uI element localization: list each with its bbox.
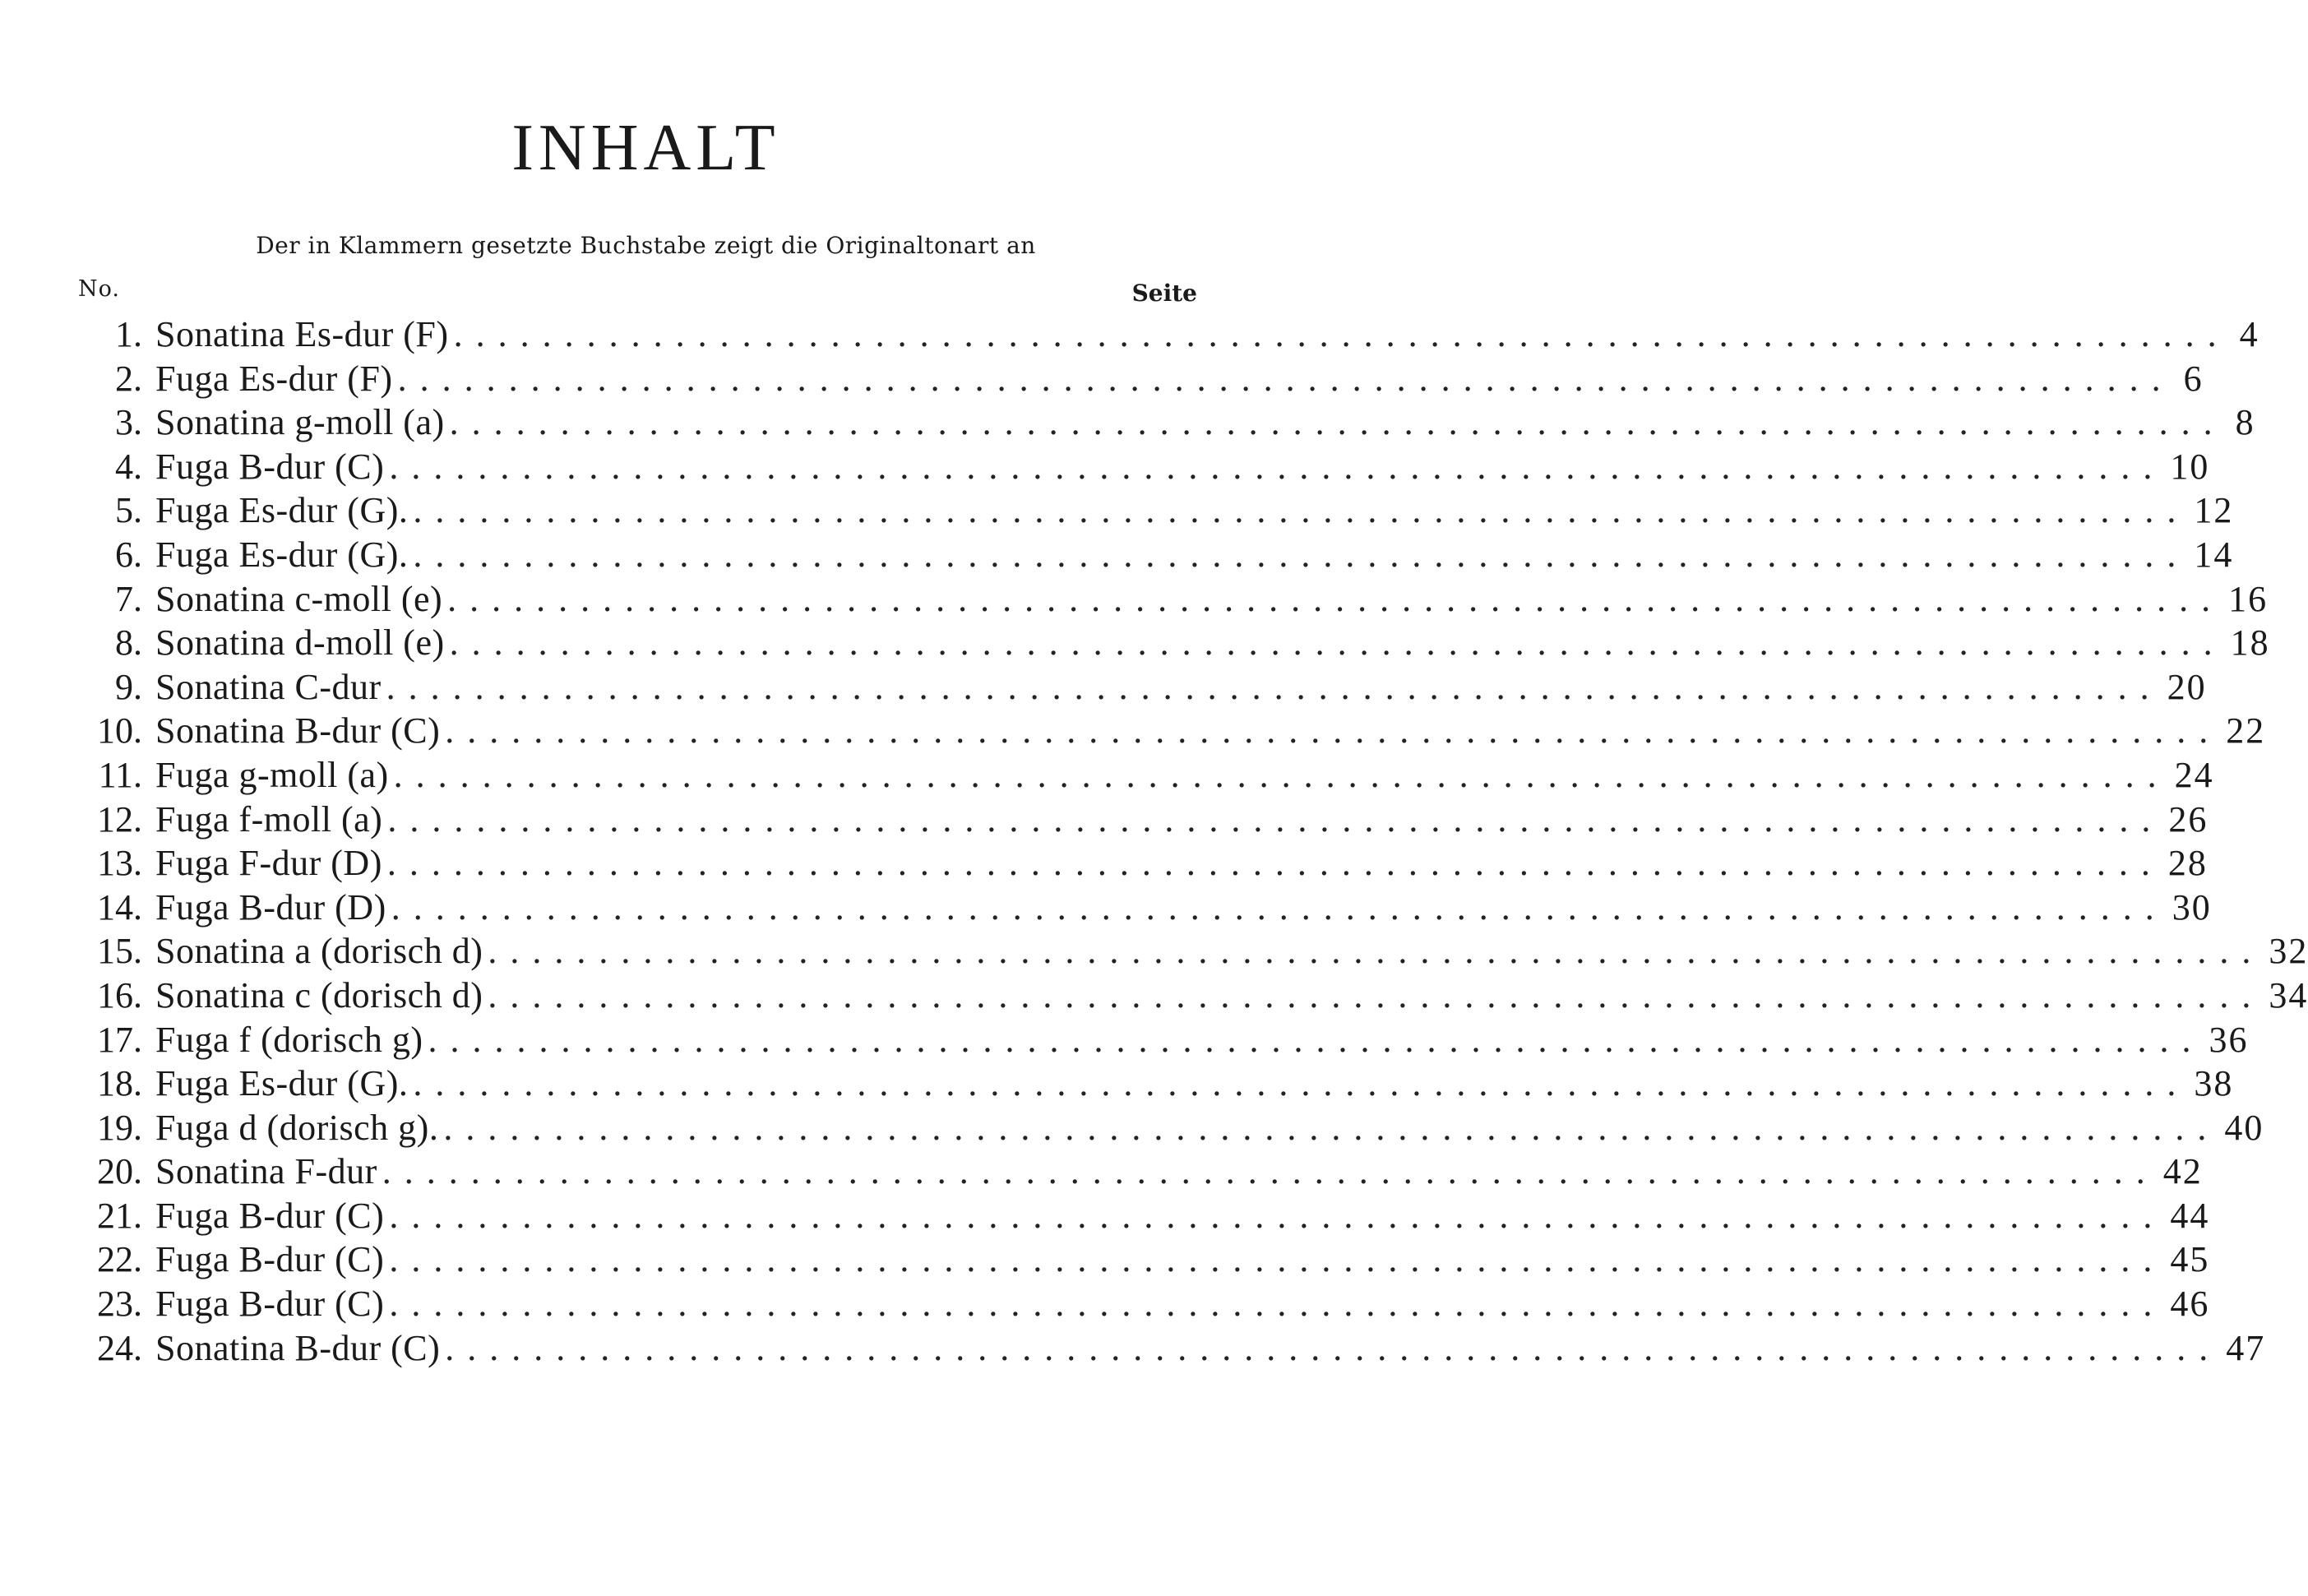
column-header-number: No. xyxy=(78,276,120,302)
toc-entry xyxy=(78,929,2308,974)
toc-entry xyxy=(78,312,2259,357)
dot-leader: ................................................................................ xyxy=(386,843,2163,884)
entry-title: Fuga d (dorisch g). xyxy=(155,1107,439,1148)
entry-title: Sonatina C-dur xyxy=(155,666,382,707)
entry-page-number: 34 xyxy=(2269,974,2308,1015)
toc-entry xyxy=(78,400,2255,445)
entry-title: Fuga Es-dur (G). xyxy=(155,490,409,531)
entry-page-number: 12 xyxy=(2194,490,2234,531)
table-of-contents xyxy=(78,312,2308,1370)
toc-entry xyxy=(78,357,2204,401)
dot-leader: ................................................................................ xyxy=(443,1107,2220,1148)
dot-leader: ................................................................................ xyxy=(393,754,2170,795)
dot-leader: ................................................................................ xyxy=(447,578,2224,619)
entry-page-number: 14 xyxy=(2194,534,2234,575)
entry-page-number: 40 xyxy=(2224,1107,2264,1148)
entry-number: 7. xyxy=(115,578,142,619)
entry-title: Fuga Es-dur (G). xyxy=(155,1063,409,1104)
toc-entry xyxy=(78,621,2270,665)
toc-entry xyxy=(78,1106,2264,1150)
dot-leader: ................................................................................ xyxy=(397,358,2174,399)
entry-number: 15. xyxy=(97,931,142,972)
toc-entry xyxy=(78,886,2212,930)
entry-number: 5. xyxy=(115,490,142,531)
entry-title: Fuga Es-dur (G). xyxy=(155,534,409,575)
page-title: INHALT xyxy=(511,112,780,184)
entry-page-number: 22 xyxy=(2226,710,2266,752)
toc-entry xyxy=(78,709,2266,753)
entry-number: 24. xyxy=(97,1327,142,1368)
entry-page-number: 30 xyxy=(2172,886,2212,928)
toc-entry xyxy=(78,1018,2249,1062)
toc-entry xyxy=(78,665,2207,710)
toc-entry xyxy=(78,577,2269,622)
entry-title: Fuga B-dur (C) xyxy=(155,1239,385,1280)
toc-entry xyxy=(78,445,2210,489)
dot-leader: ................................................................................ xyxy=(389,1195,2166,1236)
entry-title: Sonatina B-dur (C) xyxy=(155,1327,441,1368)
entry-page-number: 4 xyxy=(2239,314,2259,354)
dot-leader: ................................................................................ xyxy=(449,622,2226,664)
dot-leader: ................................................................................ xyxy=(389,446,2166,487)
entry-number: 18. xyxy=(97,1063,142,1104)
toc-entry xyxy=(78,841,2208,886)
entry-title: Sonatina F-dur xyxy=(155,1151,377,1192)
entry-number: 6. xyxy=(115,534,142,575)
entry-page-number: 32 xyxy=(2269,931,2308,972)
dot-leader: ................................................................................ xyxy=(382,1151,2158,1192)
entry-number: 16. xyxy=(97,974,142,1015)
entry-page-number: 44 xyxy=(2170,1195,2210,1236)
dot-leader: ................................................................................ xyxy=(391,886,2167,928)
entry-title: Sonatina a (dorisch d) xyxy=(155,931,483,972)
toc-entry xyxy=(78,1150,2203,1194)
entry-page-number: 42 xyxy=(2162,1151,2203,1192)
dot-leader: ................................................................................ xyxy=(413,1063,2190,1104)
entry-title: Sonatina c-moll (e) xyxy=(155,578,443,619)
toc-entry xyxy=(78,1062,2234,1106)
entry-page-number: 8 xyxy=(2235,402,2255,443)
dot-leader: ................................................................................ xyxy=(488,974,2264,1015)
entry-number: 20. xyxy=(97,1151,142,1192)
entry-page-number: 24 xyxy=(2174,754,2214,795)
entry-number: 10. xyxy=(97,710,142,752)
toc-entry xyxy=(78,1282,2210,1326)
entry-number: 13. xyxy=(97,843,142,884)
entry-page-number: 28 xyxy=(2167,843,2208,884)
toc-entry xyxy=(78,798,2209,842)
entry-title: Fuga B-dur (C) xyxy=(155,446,385,487)
column-header-page: Seite xyxy=(1131,280,1197,307)
entry-title: Fuga f-moll (a) xyxy=(155,798,383,840)
entry-page-number: 6 xyxy=(2183,358,2204,399)
dot-leader: ................................................................................ xyxy=(387,798,2164,840)
entry-page-number: 47 xyxy=(2226,1327,2266,1368)
entry-title: Sonatina Es-dur (F) xyxy=(155,314,449,354)
entry-title: Fuga f (dorisch g) xyxy=(155,1019,423,1060)
entry-number: 9. xyxy=(115,666,142,707)
dot-leader: ................................................................................ xyxy=(413,534,2190,575)
dot-leader: ................................................................................ xyxy=(453,314,2230,354)
entry-page-number: 16 xyxy=(2228,578,2269,619)
toc-entry xyxy=(78,1194,2210,1238)
dot-leader: ................................................................................ xyxy=(428,1019,2204,1060)
entry-number: 3. xyxy=(115,402,142,443)
entry-title: Fuga g-moll (a) xyxy=(155,754,389,795)
entry-title: Fuga B-dur (D) xyxy=(155,886,386,928)
entry-title: Fuga F-dur (D) xyxy=(155,843,382,884)
dot-leader: ................................................................................ xyxy=(445,710,2222,752)
toc-entry xyxy=(78,1237,2210,1282)
entry-number: 19. xyxy=(97,1107,142,1148)
entry-title: Fuga B-dur (C) xyxy=(155,1195,385,1236)
entry-number: 23. xyxy=(97,1284,142,1325)
toc-entry xyxy=(78,1326,2266,1371)
entry-number: 8. xyxy=(115,622,142,664)
entry-page-number: 36 xyxy=(2209,1019,2249,1060)
dot-leader: ................................................................................ xyxy=(488,931,2264,972)
entry-number: 4. xyxy=(115,446,142,487)
entry-number: 14. xyxy=(97,886,142,928)
entry-number: 21. xyxy=(97,1195,142,1236)
entry-page-number: 18 xyxy=(2230,622,2270,664)
entry-page-number: 20 xyxy=(2167,666,2207,707)
entry-number: 17. xyxy=(97,1019,142,1060)
entry-number: 11. xyxy=(98,754,142,795)
entry-title: Fuga B-dur (C) xyxy=(155,1284,385,1325)
toc-entry xyxy=(78,974,2308,1018)
entry-page-number: 10 xyxy=(2170,446,2210,487)
toc-entry xyxy=(78,533,2234,577)
entry-number: 12. xyxy=(97,798,142,840)
dot-leader: ................................................................................ xyxy=(386,666,2162,707)
dot-leader: ................................................................................ xyxy=(389,1284,2166,1325)
entry-page-number: 26 xyxy=(2168,798,2209,840)
entry-title: Sonatina c (dorisch d) xyxy=(155,974,483,1015)
dot-leader: ................................................................................ xyxy=(445,1327,2222,1368)
entry-page-number: 46 xyxy=(2170,1284,2210,1325)
entry-title: Sonatina d-moll (e) xyxy=(155,622,445,664)
toc-entry xyxy=(78,488,2234,533)
entry-title: Sonatina g-moll (a) xyxy=(155,402,445,443)
dot-leader: ................................................................................ xyxy=(413,490,2190,531)
entry-page-number: 38 xyxy=(2194,1063,2234,1104)
entry-number: 1. xyxy=(115,314,142,354)
entry-title: Fuga Es-dur (F) xyxy=(155,358,393,399)
entry-number: 22. xyxy=(97,1239,142,1280)
entry-page-number: 45 xyxy=(2170,1239,2210,1280)
entry-title: Sonatina B-dur (C) xyxy=(155,710,441,752)
dot-leader: ................................................................................ xyxy=(389,1239,2166,1280)
page-subtitle: Der in Klammern gesetzte Buchstabe zeigt die Originaltonart an xyxy=(256,232,1036,259)
entry-number: 2. xyxy=(115,358,142,399)
toc-entry xyxy=(78,753,2214,798)
dot-leader: ................................................................................ xyxy=(449,402,2226,443)
